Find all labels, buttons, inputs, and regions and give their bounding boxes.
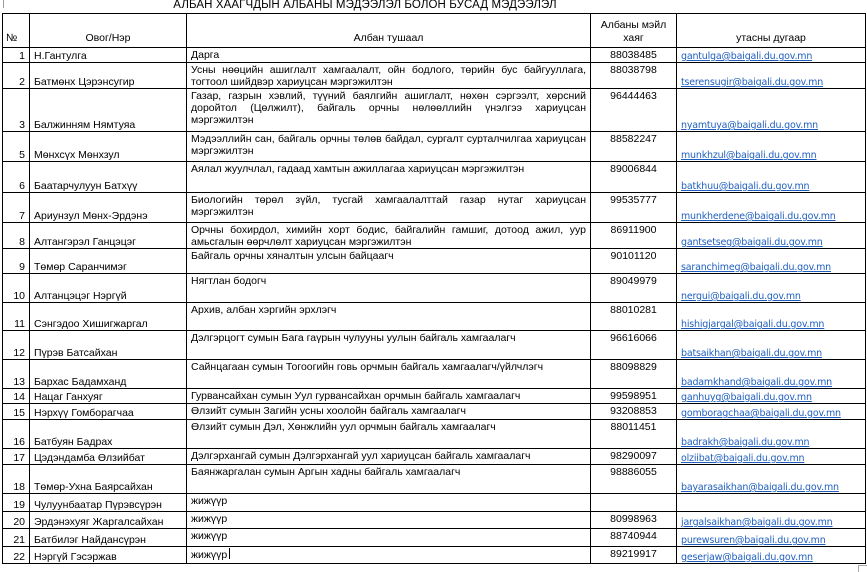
staff-phone-cell [591, 389, 677, 404]
row-number: 12 [13, 347, 25, 359]
staff-name: Н.Гантулга [34, 50, 87, 62]
row-number-cell [3, 512, 30, 529]
row-number-cell [3, 249, 30, 274]
staff-email-cell[interactable] [677, 331, 866, 360]
staff-name: Балжинням Нямтуяа [34, 119, 136, 131]
staff-name-cell [30, 89, 187, 132]
staff-position: Дарга [191, 49, 220, 61]
email-link[interactable]: batkhuu@baigali.du.gov.mn [681, 181, 810, 192]
staff-phone: 88010281 [610, 304, 657, 316]
staff-name-cell [30, 249, 187, 274]
staff-position: Өлзийт сумын Дэл, Хөнжлийн уул орчмын байгаль хамгаалагч [191, 421, 496, 433]
staff-position-cell [187, 132, 591, 162]
row-number-cell [3, 89, 30, 132]
staff-email-cell[interactable] [677, 193, 866, 223]
email-link[interactable]: olziibat@baigali.du.gov.mn [681, 453, 805, 464]
staff-name-cell [30, 132, 187, 162]
row-number: 3 [19, 119, 25, 131]
staff-phone: 88011451 [610, 421, 657, 433]
staff-email-cell[interactable] [677, 89, 866, 132]
table-row [3, 360, 866, 389]
email-link[interactable]: badamkhand@baigali.du.gov.mn [681, 377, 832, 388]
staff-position: жижүүр [191, 513, 228, 525]
staff-phone-cell [591, 449, 677, 465]
email-link[interactable]: geserjaw@baigali.du.gov.mn [681, 552, 813, 563]
staff-position-cell [187, 494, 591, 512]
email-link[interactable]: gantulga@baigali.du.gov.mn [681, 51, 813, 62]
staff-position-cell [187, 512, 591, 529]
staff-name-cell [30, 193, 187, 223]
staff-phone-cell [591, 331, 677, 360]
staff-name-cell [30, 465, 187, 494]
staff-position-cell [187, 465, 591, 494]
staff-position-cell [187, 249, 591, 274]
email-link[interactable]: jargalsaikhan@baigali.du.gov.mn [681, 517, 833, 528]
staff-name: Ариунзул Мөнх-Эрдэнэ [34, 210, 148, 222]
staff-name: Алтангэрэл Ганцэцэг [34, 236, 136, 248]
staff-name: Эрдэнэхуяг Жаргалсайхан [34, 516, 164, 528]
resize-handle[interactable] [858, 565, 867, 572]
row-number: 16 [13, 436, 25, 448]
staff-position-cell [187, 223, 591, 249]
staff-phone-cell [591, 48, 677, 63]
staff-name-cell [30, 274, 187, 303]
row-number: 1 [19, 50, 25, 62]
email-link[interactable]: munkherdene@baigali.du.gov.mn [681, 211, 836, 222]
header-name: Овог/Нэр [30, 14, 187, 48]
table-row [3, 449, 866, 465]
staff-phone-cell [591, 404, 677, 420]
email-link[interactable]: hishigjargal@baigali.du.gov.mn [681, 319, 825, 330]
staff-name: Батбилэг Найдансүрэн [34, 534, 146, 546]
staff-position: Усны нөөцийн ашиглалт хамгаалалт, ойн бодлого, төрийн бус байгууллага, тогтоол шийдвэр хариуцсан мэргэжилтэн [191, 64, 586, 88]
row-number-cell [3, 494, 30, 512]
row-number: 17 [13, 452, 25, 464]
staff-email-cell[interactable] [677, 449, 866, 465]
staff-phone: 89219917 [610, 548, 657, 560]
staff-email-cell[interactable] [677, 420, 866, 449]
staff-position-cell [187, 449, 591, 465]
row-number-cell [3, 449, 30, 465]
staff-name-cell [30, 494, 187, 512]
row-number: 13 [13, 376, 25, 388]
staff-phone: 99598951 [610, 390, 657, 402]
staff-position-cell [187, 48, 591, 63]
table-row [3, 494, 866, 512]
staff-position: жижүүр [191, 530, 228, 542]
row-number: 20 [13, 516, 25, 528]
staff-phone: 88098829 [610, 361, 657, 373]
staff-phone-cell [591, 223, 677, 249]
staff-phone-cell [591, 249, 677, 274]
row-number-cell [3, 274, 30, 303]
header-position: Албан тушаал [187, 14, 591, 48]
staff-email-cell[interactable] [677, 494, 866, 512]
staff-phone: 88740944 [610, 530, 657, 542]
row-number-cell [3, 63, 30, 89]
staff-position: Дэлгэрцогт сумын Бага гаүрын чулууны уулын байгаль хамгаалагч [191, 332, 516, 344]
table-body [3, 48, 866, 564]
row-number-cell [3, 547, 30, 564]
row-number: 22 [13, 551, 25, 563]
staff-phone: 96616066 [610, 332, 657, 344]
staff-position-cell [187, 162, 591, 193]
staff-phone-cell [591, 465, 677, 494]
staff-phone-cell [591, 63, 677, 89]
staff-phone: 98886055 [610, 466, 657, 478]
table-row [3, 63, 866, 89]
staff-name: Нэргүй Гэсэржав [34, 551, 117, 563]
row-number: 14 [13, 391, 25, 403]
staff-email-cell[interactable] [677, 512, 866, 529]
staff-phone-cell [591, 89, 677, 132]
staff-name: Алтанцэцэг Нэргүй [34, 290, 127, 302]
row-number-cell [3, 529, 30, 547]
row-number: 10 [13, 290, 25, 302]
staff-phone: 99535777 [610, 194, 657, 206]
staff-phone: 88582247 [610, 133, 657, 145]
staff-phone-cell [591, 132, 677, 162]
staff-name: Баатарчулуун Батхүү [34, 180, 138, 192]
staff-email-cell[interactable] [677, 223, 866, 249]
staff-name: Чулуунбаатар Пүрэвсүрэн [34, 499, 162, 511]
row-number-cell [3, 360, 30, 389]
table-row [3, 274, 866, 303]
row-number: 2 [19, 76, 25, 88]
staff-email-cell[interactable] [677, 404, 866, 420]
text-cursor [229, 548, 230, 559]
row-number-cell [3, 132, 30, 162]
email-link[interactable]: tserensugir@baigali.du.gov.mn [681, 77, 824, 88]
staff-phone: 88038485 [610, 49, 657, 61]
email-link[interactable]: bayarasaikhan@baigali.du.gov.mn [681, 482, 839, 493]
staff-name: Төмөр-Ухна Баярсайхан [34, 481, 153, 493]
staff-phone: 88038798 [610, 64, 657, 76]
row-number: 21 [13, 534, 25, 546]
staff-position-cell [187, 274, 591, 303]
staff-name: Цэдэндамба Өлзийбат [34, 452, 145, 464]
row-number-cell [3, 420, 30, 449]
row-number: 15 [13, 407, 25, 419]
row-number-cell [3, 404, 30, 420]
row-number-cell [3, 193, 30, 223]
row-number: 5 [19, 149, 25, 161]
row-number-cell [3, 162, 30, 193]
staff-position: Баянжаргалан сумын Аргын хадны байгаль хамгаалагч [191, 466, 461, 478]
staff-phone-cell [591, 162, 677, 193]
staff-position: Аялал жуулчлал, гадаад хамтын ажиллагаа хариуцсан мэргэжилтэн [191, 163, 525, 175]
staff-phone-cell [591, 360, 677, 389]
staff-position-cell [187, 547, 591, 564]
staff-position-cell [187, 193, 591, 223]
staff-position: Мэдээллийн сан, байгаль орчны төлөв байдал, сургалт сурталчилгаа хариуцсан мэргэжилтэн [191, 133, 586, 157]
staff-position: Биологийн төрөл зүйл, тусгай хамгаалалттай газар нутаг хариуцсан мэргэжилтэн [191, 194, 586, 218]
staff-position-cell [187, 404, 591, 420]
email-link[interactable]: nyamtuya@baigali.du.gov.mn [681, 120, 818, 131]
header-num: № [3, 14, 30, 48]
row-number-cell [3, 223, 30, 249]
staff-name-cell [30, 223, 187, 249]
table-row [3, 389, 866, 404]
table-row [3, 249, 866, 274]
staff-email-cell[interactable] [677, 547, 866, 564]
staff-name: Пүрэв Батсайхан [34, 347, 118, 359]
staff-phone-cell [591, 529, 677, 547]
staff-name: Мөнхсүх Мөнхзул [34, 149, 120, 161]
staff-phone: 89006844 [610, 163, 657, 175]
staff-position: жижүүр [191, 549, 228, 561]
staff-position: Сайнцагаан сумын Тогоогийн говь орчмын байгаль хамгаалагч/үйлчлэгч [191, 361, 544, 373]
staff-name-cell [30, 303, 187, 331]
email-link[interactable]: nergui@baigali.du.gov.mn [681, 291, 801, 302]
staff-email-cell[interactable] [677, 303, 866, 331]
staff-name: Төмөр Саранчимэг [34, 261, 127, 273]
table-row [3, 223, 866, 249]
staff-name-cell [30, 529, 187, 547]
staff-email-cell[interactable] [677, 360, 866, 389]
header-email: утасны дугаар [677, 14, 866, 48]
table-row [3, 162, 866, 193]
staff-phone-cell [591, 274, 677, 303]
staff-position: Дэлгэрхангай сумын Дэлгэрхангай уул хариуцсан байгаль хамгаалагч [191, 450, 531, 462]
staff-email-cell[interactable] [677, 63, 866, 89]
staff-phone: 89049979 [610, 275, 657, 287]
staff-phone: 98290097 [610, 450, 657, 462]
staff-phone: 96444463 [610, 90, 657, 102]
staff-name: Батбуян Бадрах [34, 436, 113, 448]
staff-position-cell [187, 420, 591, 449]
staff-email-cell[interactable] [677, 389, 866, 404]
staff-email-cell[interactable] [677, 132, 866, 162]
staff-email-cell[interactable] [677, 162, 866, 193]
staff-name-cell [30, 48, 187, 63]
staff-name-cell [30, 404, 187, 420]
staff-phone-cell [591, 303, 677, 331]
table-row [3, 193, 866, 223]
staff-position-cell [187, 303, 591, 331]
staff-name: Сэнгэдоо Хишигжаргал [34, 318, 148, 330]
table-row [3, 420, 866, 449]
staff-phone: 93208853 [610, 405, 657, 417]
staff-phone-cell [591, 547, 677, 564]
staff-name-cell [30, 449, 187, 465]
staff-name: Батмөнх Цэрэнсугир [34, 76, 135, 88]
email-link[interactable]: gantsetseg@baigali.du.gov.mn [681, 237, 823, 248]
staff-name: Бархас Бадамханд [34, 376, 127, 388]
staff-email-cell[interactable] [677, 465, 866, 494]
staff-position-cell [187, 63, 591, 89]
staff-phone: 90101120 [610, 250, 657, 262]
staff-position: Нягтлан бодогч [191, 275, 267, 287]
row-number-cell [3, 48, 30, 63]
email-link[interactable]: batsaikhan@baigali.du.gov.mn [681, 348, 822, 359]
row-number: 11 [14, 318, 25, 330]
staff-name-cell [30, 547, 187, 564]
email-link[interactable]: badrakh@baigali.du.gov.mn [681, 437, 810, 448]
email-link[interactable]: munkhzul@baigali.du.gov.mn [681, 150, 817, 161]
table-row [3, 512, 866, 529]
email-link[interactable]: ganhuyg@baigali.du.gov.mn [681, 392, 812, 403]
row-number: 7 [19, 210, 25, 222]
staff-name-cell [30, 420, 187, 449]
staff-name-cell [30, 512, 187, 529]
staff-name-cell [30, 331, 187, 360]
staff-email-cell[interactable] [677, 529, 866, 547]
staff-name: Нацаг Ганхуяг [34, 391, 103, 403]
row-number: 19 [13, 499, 25, 511]
table-row [3, 303, 866, 331]
table-row [3, 331, 866, 360]
row-number: 8 [19, 236, 25, 248]
staff-position: Орчны бохирдол, химийн хорт бодис, байгалийн гамшиг, дотоод ажил, уур амьсгалын өөрчлөлт хариуцсан мэргэжилтэн [191, 224, 586, 248]
staff-position-cell [187, 389, 591, 404]
email-link[interactable]: saranchimeg@baigali.du.gov.mn [681, 262, 831, 273]
staff-name-cell [30, 360, 187, 389]
staff-email-cell[interactable] [677, 249, 866, 274]
row-number: 18 [13, 481, 25, 493]
row-number-cell [3, 303, 30, 331]
row-number-cell [3, 389, 30, 404]
table-row [3, 89, 866, 132]
staff-name-cell [30, 63, 187, 89]
row-number-cell [3, 331, 30, 360]
table-row [3, 547, 866, 564]
staff-phone-cell [591, 494, 677, 512]
email-link[interactable]: purewsuren@baigali.du.gov.mn [681, 535, 826, 546]
table-row [3, 465, 866, 494]
staff-phone-cell [591, 193, 677, 223]
staff-name: Нэрхүү Гомборагчаа [34, 407, 134, 419]
staff-email-cell[interactable] [677, 274, 866, 303]
staff-position: Газар, газрын хэвлий, түүний баялгийн ашиглалт, нөхөн сэргээлт, хөрсний доройтол (Цөлжилт), байгаль орчны нөлөөллийн үнэлгээ хариуцсан мэргэжилтэн [191, 90, 586, 126]
table-row [3, 48, 866, 63]
staff-name-cell [30, 389, 187, 404]
staff-email-cell[interactable] [677, 48, 866, 63]
staff-position-cell [187, 529, 591, 547]
header-phone: Албаны мэйл хаяг [591, 14, 677, 48]
staff-phone: 80998963 [610, 513, 657, 525]
staff-position: Өлзийт сумын Загийн усны хоолойн байгаль хамгаалагч [191, 405, 466, 417]
staff-position-cell [187, 360, 591, 389]
staff-phone-cell [591, 420, 677, 449]
staff-position-cell [187, 89, 591, 132]
email-link[interactable]: gomboragchaa@baigali.du.gov.mn [681, 408, 841, 419]
table-row [3, 404, 866, 420]
staff-phone: 86911900 [610, 224, 657, 236]
staff-position: жижүүр [191, 495, 228, 507]
row-number-cell [3, 465, 30, 494]
staff-position: Гурвансайхан сумын Уул гурвансайхан орчмын байгаль хамгаалагч [191, 390, 521, 402]
staff-position: Байгаль орчны хяналтын улсын байцаагч [191, 250, 394, 262]
table-row [3, 132, 866, 162]
staff-position: Архив, албан хэргийн эрхлэгч [191, 304, 337, 316]
document-title: АЛБАН ХААГЧДЫН АЛБАНЫ МЭДЭЭЛЭЛ БОЛОН БУСАД МЭДЭЭЛЭЛ [173, 0, 557, 11]
staff-phone-cell [591, 512, 677, 529]
staff-table [2, 13, 866, 564]
table-row [3, 529, 866, 547]
row-number: 6 [19, 180, 25, 192]
staff-position-cell [187, 331, 591, 360]
staff-name-cell [30, 162, 187, 193]
header-row [3, 14, 866, 48]
row-number: 9 [19, 261, 25, 273]
